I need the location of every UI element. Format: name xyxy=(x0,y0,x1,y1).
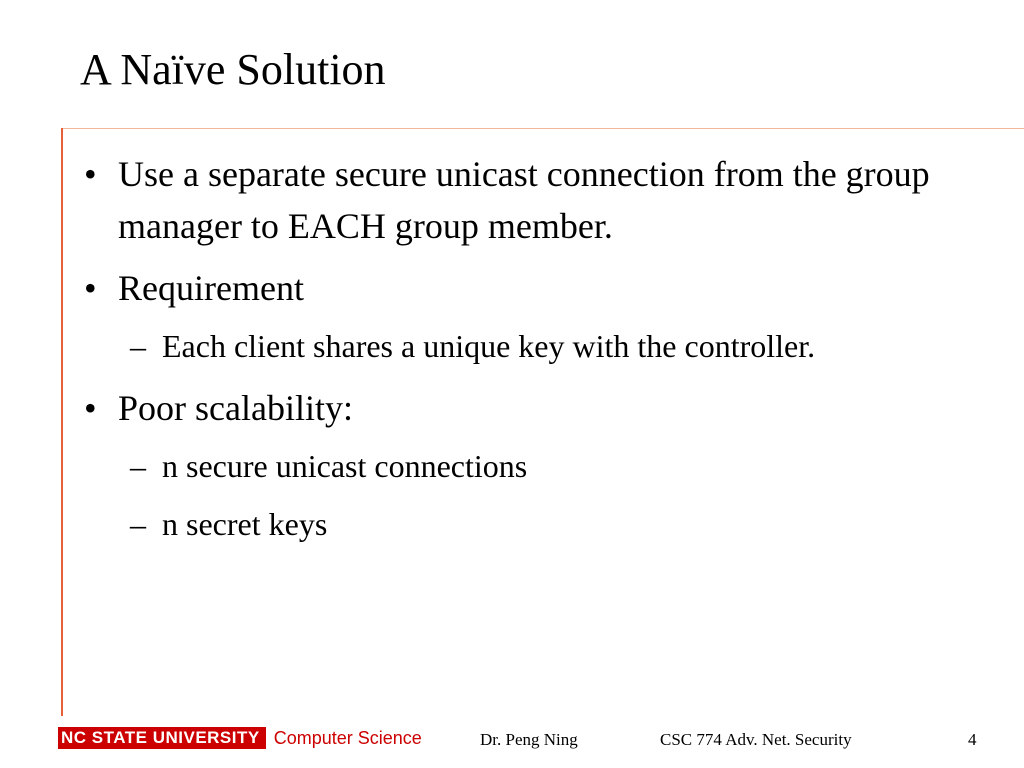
department-label: Computer Science xyxy=(273,728,422,748)
bullet-text: Requirement xyxy=(118,268,304,308)
bullet-item xyxy=(80,148,1000,252)
footer-course: CSC 774 Adv. Net. Security xyxy=(660,730,852,749)
ncsu-wordmark: NC STATE UNIVERSITY xyxy=(58,727,266,749)
title-divider xyxy=(62,128,1024,129)
sub-bullet-item xyxy=(80,444,1000,488)
sub-bullet-marker: – xyxy=(130,448,146,484)
sub-bullet-marker: – xyxy=(130,328,146,364)
footer-author: Dr. Peng Ning xyxy=(480,730,578,749)
sub-bullet-text: Each client shares a unique key with the controller. xyxy=(162,328,816,364)
bullet-marker: • xyxy=(84,154,97,194)
sub-bullet-marker: – xyxy=(130,506,146,542)
slide-body xyxy=(80,148,1000,560)
bullet-item xyxy=(80,382,1000,434)
bullet-item xyxy=(80,262,1000,314)
bullet-text: Poor scalability: xyxy=(118,388,353,428)
bullet-marker: • xyxy=(84,268,97,308)
slide-title: A Naïve Solution xyxy=(80,45,386,94)
bullet-marker: • xyxy=(84,388,97,428)
left-margin-rule xyxy=(61,128,63,716)
bullet-text: Use a separate secure unicast connection from the group manager to EACH group member. xyxy=(118,154,930,246)
ncsu-logo xyxy=(58,727,422,749)
sub-bullet-text: n secure unicast connections xyxy=(162,448,528,484)
sub-bullet-item xyxy=(80,324,1000,368)
sub-bullet-item xyxy=(80,502,1000,546)
sub-bullet-text: n secret keys xyxy=(162,506,328,542)
page-number: 4 xyxy=(968,730,977,749)
